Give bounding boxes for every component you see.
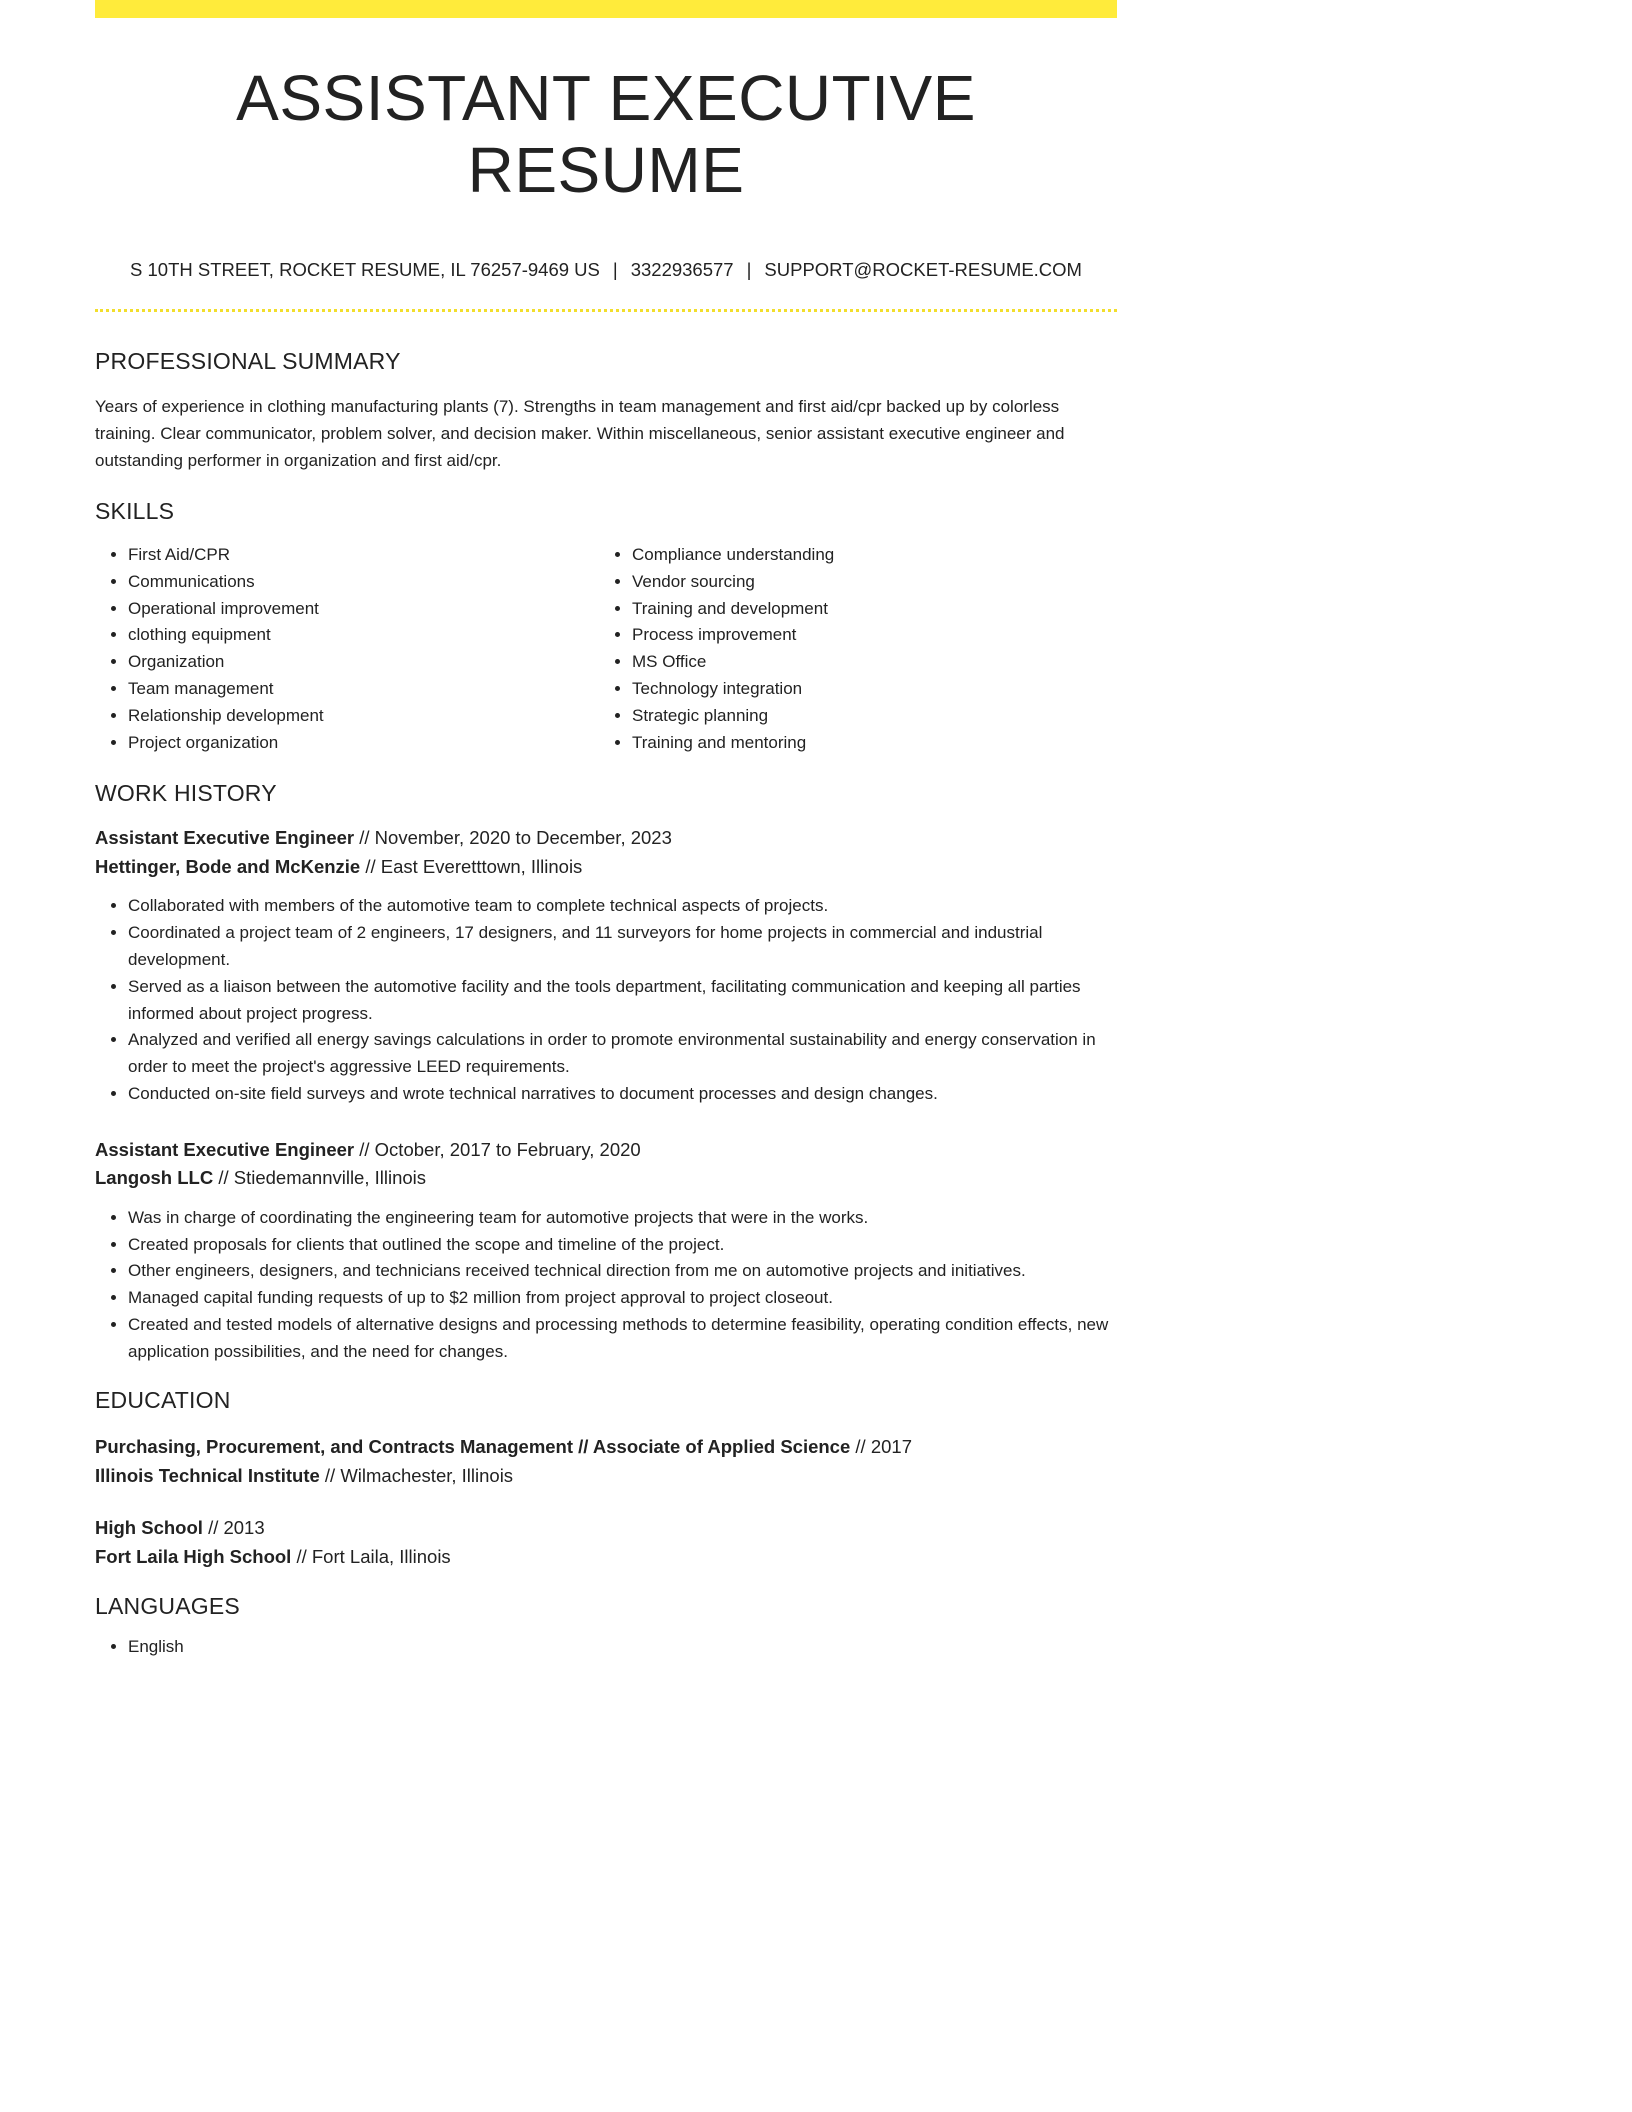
job-title: Assistant Executive Engineer <box>95 1138 355 1160</box>
skill-item: • Compliance understanding <box>632 542 1103 569</box>
skill-item: • Process improvement <box>632 622 1103 649</box>
summary-text: Years of experience in clothing manufacturing plants (7). Strengths in team management and first aid/cpr backed up by colorless training. Clear communicator, problem solver, and decision maker. Within miscellaneous, senior assistant executive engineer and outstanding performer in organization and first aid/cpr. <box>95 397 1065 470</box>
work-history-heading: WORK HISTORY <box>95 780 277 807</box>
degree-line <box>95 1432 1117 1462</box>
job-dates: // October, 2017 to February, 2020 <box>359 1138 641 1160</box>
skill-item: • Operational improvement <box>128 596 599 623</box>
skill-item: • Communications <box>128 569 599 596</box>
accent-bar <box>95 0 1117 18</box>
job-bullets <box>95 1205 1117 1366</box>
skill-item: • Training and mentoring <box>632 730 1103 757</box>
languages-heading: LANGUAGES <box>95 1592 240 1619</box>
school-name: Illinois Technical Institute <box>95 1465 320 1487</box>
separator: | <box>746 259 752 280</box>
skill-item: • Team management <box>128 676 599 703</box>
job-company: Langosh LLC <box>95 1167 214 1189</box>
job-bullet: • Created proposals for clients that outlined the scope and timeline of the project. <box>128 1232 1117 1259</box>
job-bullet: • Collaborated with members of the automotive team to complete technical aspects of projects. <box>128 893 1117 920</box>
skill-item: • Technology integration <box>632 676 1103 703</box>
summary-section <box>95 347 1117 474</box>
school-line <box>95 1461 1117 1491</box>
job-bullet: • Other engineers, designers, and technicians received technical direction from me on automotive projects and initiatives. <box>128 1258 1117 1285</box>
graduation-year: // 2013 <box>208 1516 265 1538</box>
degree: Purchasing, Procurement, and Contracts Management // Associate of Applied Science <box>95 1435 851 1457</box>
job-location: // East Everetttown, Illinois <box>365 855 583 877</box>
job-title-line <box>95 1136 1117 1165</box>
job-bullet: • Conducted on-site field surveys and wrote technical narratives to document processes and design changes. <box>128 1081 1117 1108</box>
job-company-line <box>95 1164 1117 1193</box>
languages-list <box>95 1634 1117 1661</box>
skills-heading: SKILLS <box>95 498 175 524</box>
degree: High School <box>95 1516 203 1538</box>
job-bullets <box>95 893 1117 1107</box>
work-history-section <box>95 779 1117 1365</box>
education-entry <box>95 1513 1117 1572</box>
school-location: // Wilmachester, Illinois <box>324 1465 514 1487</box>
job-dates: // November, 2020 to December, 2023 <box>359 827 672 849</box>
summary-heading: PROFESSIONAL SUMMARY <box>95 348 401 374</box>
job-bullet: • Created and tested models of alternative designs and processing methods to determine feasibility, operating condition effects, new application possibilities, and the need for changes. <box>128 1312 1117 1366</box>
resume-title: ASSISTANT EXECUTIVE RESUME <box>236 62 976 206</box>
job-company: Hettinger, Bode and McKenzie <box>95 855 361 877</box>
graduation-year: // 2017 <box>855 1435 912 1457</box>
languages-section <box>95 1592 1117 1661</box>
separator: | <box>612 259 618 280</box>
job-bullet: • Managed capital funding requests of up to $2 million from project approval to project closeout. <box>128 1285 1117 1312</box>
education-heading: EDUCATION <box>95 1386 231 1413</box>
email: SUPPORT@ROCKET-RESUME.COM <box>764 259 1082 280</box>
degree-line <box>95 1513 1117 1543</box>
skills-column-left <box>95 542 599 756</box>
skill-item: • First Aid/CPR <box>128 542 599 569</box>
education-entry <box>95 1432 1117 1491</box>
education-section <box>95 1386 1117 1572</box>
school-name: Fort Laila High School <box>95 1546 292 1568</box>
skill-item: • Project organization <box>128 730 599 757</box>
dotted-divider <box>95 309 1117 312</box>
address: S 10TH STREET, ROCKET RESUME, IL 76257-9469 US <box>130 259 600 280</box>
skills-list <box>599 542 1103 756</box>
skill-item: • MS Office <box>632 649 1103 676</box>
skill-item: • clothing equipment <box>128 622 599 649</box>
skill-item: • Vendor sourcing <box>632 569 1103 596</box>
skill-item: • Relationship development <box>128 703 599 730</box>
skills-grid <box>95 542 1117 756</box>
job-entry <box>95 1136 1117 1366</box>
skill-item: • Training and development <box>632 596 1103 623</box>
skills-section <box>95 497 1117 756</box>
job-bullet: • Was in charge of coordinating the engineering team for automotive projects that were in the works. <box>128 1205 1117 1232</box>
job-company-line <box>95 853 1117 882</box>
job-bullet: • Analyzed and verified all energy savings calculations in order to promote environmental sustainability and energy conservation in order to meet the project's aggressive LEED requirements. <box>128 1027 1117 1081</box>
job-title: Assistant Executive Engineer <box>95 827 355 849</box>
skill-item: • Organization <box>128 649 599 676</box>
school-line <box>95 1542 1117 1572</box>
job-bullet: • Served as a liaison between the automotive facility and the tools department, facilitating communication and keeping all parties informed about project progress. <box>128 974 1117 1028</box>
skills-list <box>95 542 599 756</box>
phone: 3322936577 <box>630 259 734 280</box>
skills-column-right <box>599 542 1103 756</box>
contact-line <box>95 257 1117 283</box>
school-location: // Fort Laila, Illinois <box>296 1546 451 1568</box>
job-bullet: • Coordinated a project team of 2 engineers, 17 designers, and 11 surveyors for home projects in commercial and industrial development. <box>128 920 1117 974</box>
job-title-line <box>95 824 1117 853</box>
job-location: // Stiedemannville, Illinois <box>218 1167 427 1189</box>
job-entry <box>95 824 1117 1107</box>
skill-item: • Strategic planning <box>632 703 1103 730</box>
language-item: • English <box>128 1634 1117 1661</box>
resume-page <box>95 0 1117 1660</box>
